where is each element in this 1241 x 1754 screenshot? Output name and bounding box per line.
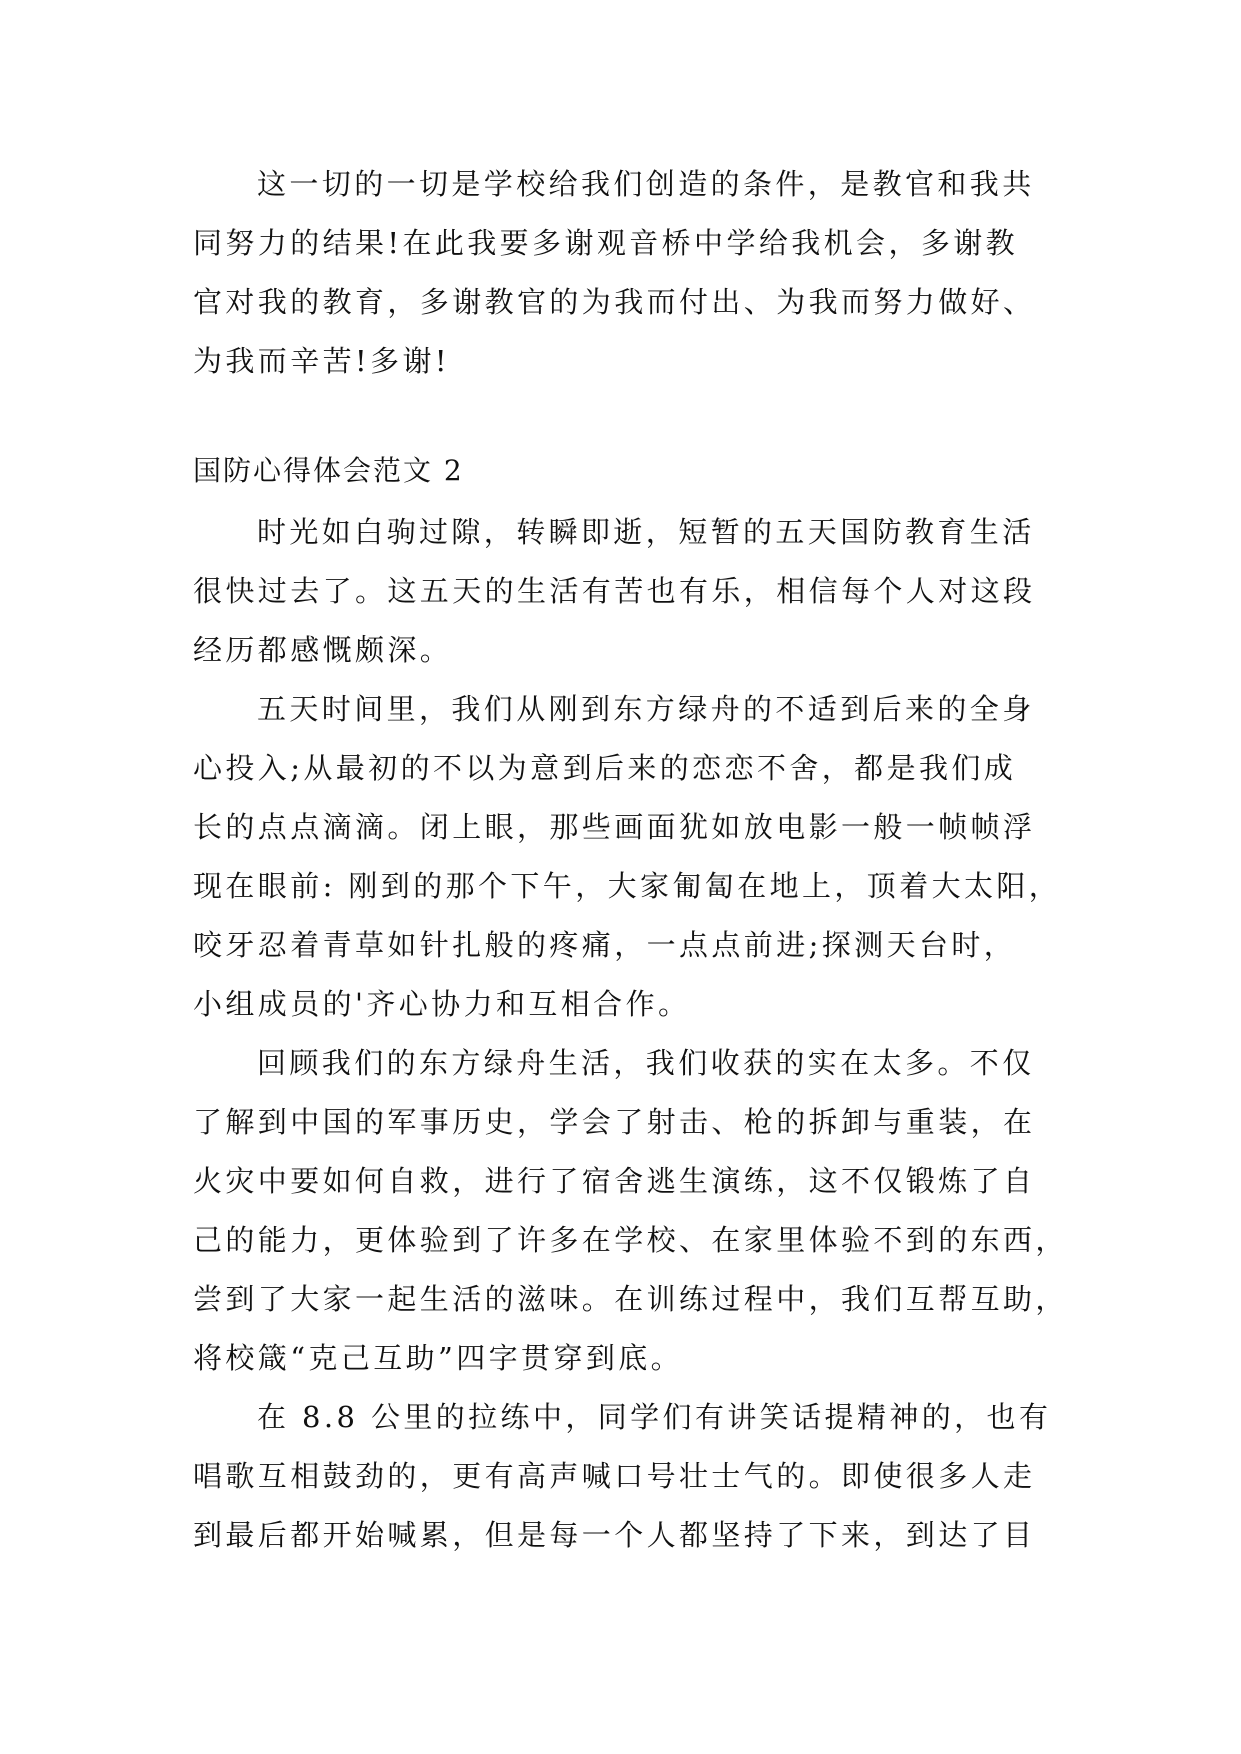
paragraph-1-line-3: 官对我的教育，多谢教官的为我而付出、为我而努力做好、	[193, 285, 1036, 319]
paragraph-3-line-2: 心投入;从最初的不以为意到后来的恋恋不舍，都是我们成	[193, 751, 1017, 785]
paragraph-1-line-4: 为我而辛苦!多谢!	[193, 344, 450, 378]
paragraph-2-line-2: 很快过去了。这五天的生活有苦也有乐，相信每个人对这段	[193, 574, 1036, 608]
paragraph-3-line-3: 长的点点滴滴。闭上眼，那些画面犹如放电影一般一帧帧浮	[193, 810, 1036, 844]
paragraph-5-line-3: 到最后都开始喊累，但是每一个人都坚持了下来，到达了目	[193, 1518, 1036, 1552]
paragraph-5-line-1: 在 8.8 公里的拉练中，同学们有讲笑话提精神的，也有	[257, 1400, 1052, 1434]
paragraph-3-line-1: 五天时间里，我们从刚到东方绿舟的不适到后来的全身	[257, 692, 1035, 726]
paragraph-4-line-2: 了解到中国的军事历史，学会了射击、枪的拆卸与重装，在	[193, 1105, 1036, 1139]
paragraph-1-line-1: 这一切的一切是学校给我们创造的条件，是教官和我共	[257, 167, 1035, 201]
paragraph-3-line-6: 小组成员的'齐心协力和互相合作。	[193, 987, 691, 1021]
paragraph-4-line-1: 回顾我们的东方绿舟生活，我们收获的实在太多。不仅	[257, 1046, 1035, 1080]
paragraph-3-line-4: 现在眼前: 刚到的那个下午，大家匍匐在地上，顶着大太阳，	[193, 869, 1062, 903]
paragraph-2-line-3: 经历都感慨颇深。	[193, 633, 453, 667]
paragraph-5-line-2: 唱歌互相鼓劲的，更有高声喊口号壮士气的。即使很多人走	[193, 1459, 1036, 1493]
paragraph-2-line-1: 时光如白驹过隙，转瞬即逝，短暂的五天国防教育生活	[257, 515, 1035, 549]
paragraph-3-line-5: 咬牙忍着青草如针扎般的疼痛，一点点前进;探测天台时，	[193, 928, 1017, 962]
paragraph-4-line-6: 将校箴“克己互助”四字贯穿到底。	[193, 1341, 684, 1375]
paragraph-4-line-4: 己的能力，更体验到了许多在学校、在家里体验不到的东西，	[193, 1223, 1068, 1257]
paragraph-4-line-3: 火灾中要如何自救，进行了宿舍逃生演练，这不仅锻炼了自	[193, 1164, 1036, 1198]
paragraph-4-line-5: 尝到了大家一起生活的滋味。在训练过程中，我们互帮互助，	[193, 1282, 1068, 1316]
section-heading: 国防心得体会范文 2	[193, 454, 464, 487]
paragraph-1-line-2: 同努力的结果!在此我要多谢观音桥中学给我机会，多谢教	[193, 226, 1019, 260]
